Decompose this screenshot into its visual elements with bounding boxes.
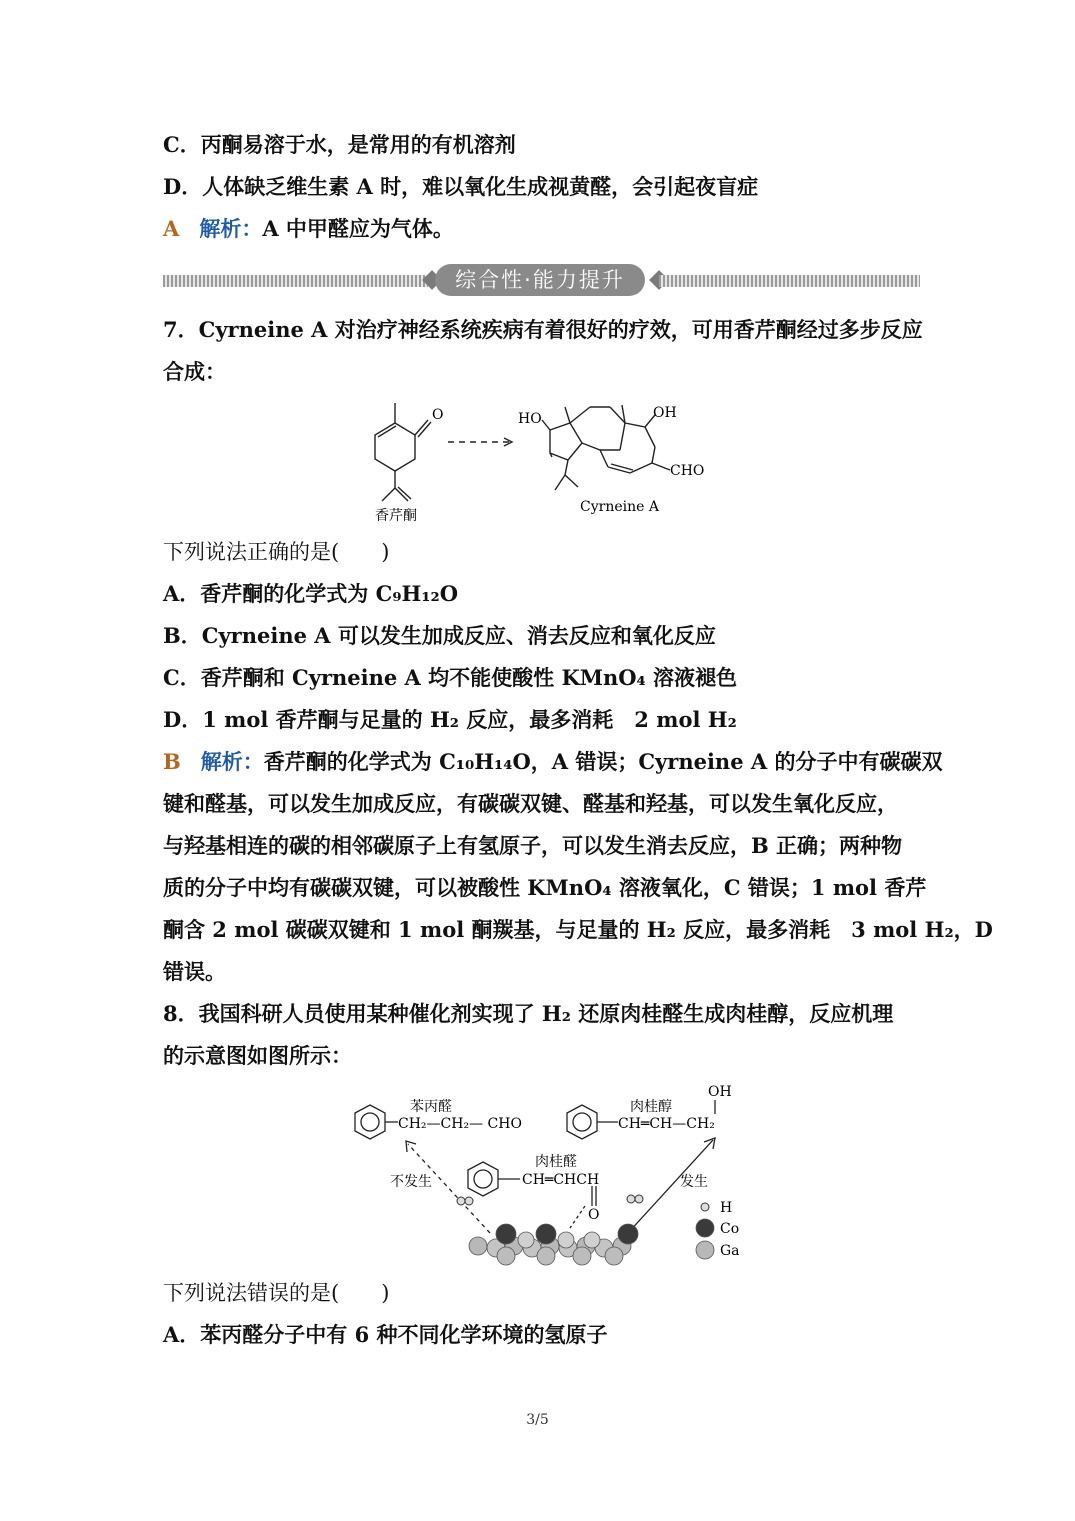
q8-option-a: A．苯丙醛分子中有 6 种不同化学环境的氢原子 [163, 1322, 608, 1347]
legend-h: H [720, 1200, 733, 1216]
legend-co: Co [720, 1221, 740, 1237]
q7-answer-line [163, 748, 942, 776]
banner-stripe-left [163, 275, 428, 287]
q7-stem-2: 合成： [163, 359, 226, 384]
q7-reaction-figure [360, 395, 720, 530]
cyrneine-five-ring [550, 423, 582, 460]
q7-answer: B [163, 749, 181, 774]
banner-stripe-right [659, 275, 920, 287]
label-cinnamyl-alcohol: 肉桂醇 [630, 1099, 672, 1115]
q6-option-d: D．人体缺乏维生素 A 时，难以氧化生成视黄醛，会引起夜盲症 [163, 174, 759, 199]
cyrneine-cho: CHO [670, 463, 705, 479]
q6-option-c: C．丙酮易溶于水，是常用的有机溶剂 [163, 132, 516, 157]
q7-analysis-4: 质的分子中均有碳碳双键，可以被酸性 KMnO₄ 溶液氧化，C 错误；1 mol 香芹 [163, 875, 927, 900]
q8-mechanism-figure [330, 1078, 750, 1268]
q7-option-d: D．1 mol 香芹酮与足量的 H₂ 反应，最多消耗 2 mol H₂ [163, 707, 737, 732]
page-number: 3/5 [526, 1412, 549, 1428]
cyrneine-oh: OH [653, 405, 677, 421]
q6-answer: A [163, 216, 180, 241]
q6-answer-line [163, 215, 454, 243]
chain-cinnamaldehyde: CH═CHCH [522, 1172, 600, 1188]
carvone-oxygen: O [432, 407, 444, 423]
q7-analysis-2: 键和醛基，可以发生加成反应，有碳碳双键、醛基和羟基，可以发生氧化反应， [163, 791, 898, 816]
section-banner [163, 264, 920, 298]
q7-option-a: A．香芹酮的化学式为 C₉H₁₂O [163, 581, 459, 606]
q8-question: 下列说法错误的是( ) [163, 1281, 390, 1305]
q8-stem-1: 8．我国科研人员使用某种催化剂实现了 H₂ 还原肉桂醛生成肉桂醇，反应机理 [163, 1001, 894, 1026]
q7-analysis-1: 香芹酮的化学式为 C₁₀H₁₄O，A 错误；Cyrneine A 的分子中有碳碳双 [263, 749, 943, 774]
cinnamyl-oh: OH [708, 1084, 732, 1100]
carvone-ring [375, 423, 415, 471]
carvone-label: 香芹酮 [375, 508, 417, 524]
label-not-occur: 不发生 [390, 1174, 432, 1190]
label-occur: 发生 [680, 1174, 708, 1190]
chain-phenylpropanal: CH₂—CH₂— CHO [398, 1116, 522, 1132]
q7-stem-1: 7．Cyrneine A 对治疗神经系统疾病有着很好的疗效，可用香芹酮经过多步反应 [163, 317, 923, 342]
q6-analysis-label: 解析： [199, 216, 263, 241]
q6-analysis-text: A 中甲醛应为气体。 [262, 216, 454, 241]
legend-ga: Ga [720, 1243, 740, 1259]
q7-analysis-3: 与羟基相连的碳的相邻碳原子上有氢原子，可以发生消去反应，B 正确；两种物 [163, 833, 903, 858]
legend-h-swatch [701, 1203, 709, 1211]
cyrneine-label: Cyrneine A [580, 499, 659, 515]
q7-analysis-6: 错误。 [163, 959, 226, 984]
q7-analysis-5: 酮含 2 mol 碳碳双键和 1 mol 酮羰基，与足量的 H₂ 反应，最多消耗 3 mol H₂，D [163, 917, 993, 942]
cyrneine-ho: HO [518, 411, 542, 427]
benzene-ring-3 [468, 1162, 498, 1196]
q7-option-c: C．香芹酮和 Cyrneine A 均不能使酸性 KMnO₄ 溶液褪色 [163, 665, 738, 690]
label-cinnamaldehyde: 肉桂醛 [535, 1154, 577, 1170]
q7-option-b: B．Cyrneine A 可以发生加成反应、消去反应和氧化反应 [163, 623, 716, 648]
chain-cinnamyl-alcohol: CH═CH—CH₂ [618, 1116, 715, 1132]
q7-question: 下列说法正确的是( ) [163, 540, 390, 564]
q8-stem-2: 的示意图如图所示： [163, 1043, 352, 1068]
cinnamaldehyde-oxygen: O [588, 1207, 600, 1223]
catalyst-surface [469, 1224, 638, 1265]
benzene-ring-1 [355, 1105, 385, 1139]
section-title: 综合性·能力提升 [435, 264, 645, 296]
legend-co-swatch [696, 1219, 714, 1237]
label-phenylpropanal: 苯丙醛 [410, 1099, 452, 1115]
q7-analysis-label: 解析： [200, 749, 264, 774]
benzene-ring-2 [567, 1105, 597, 1139]
legend-ga-swatch [696, 1241, 714, 1259]
